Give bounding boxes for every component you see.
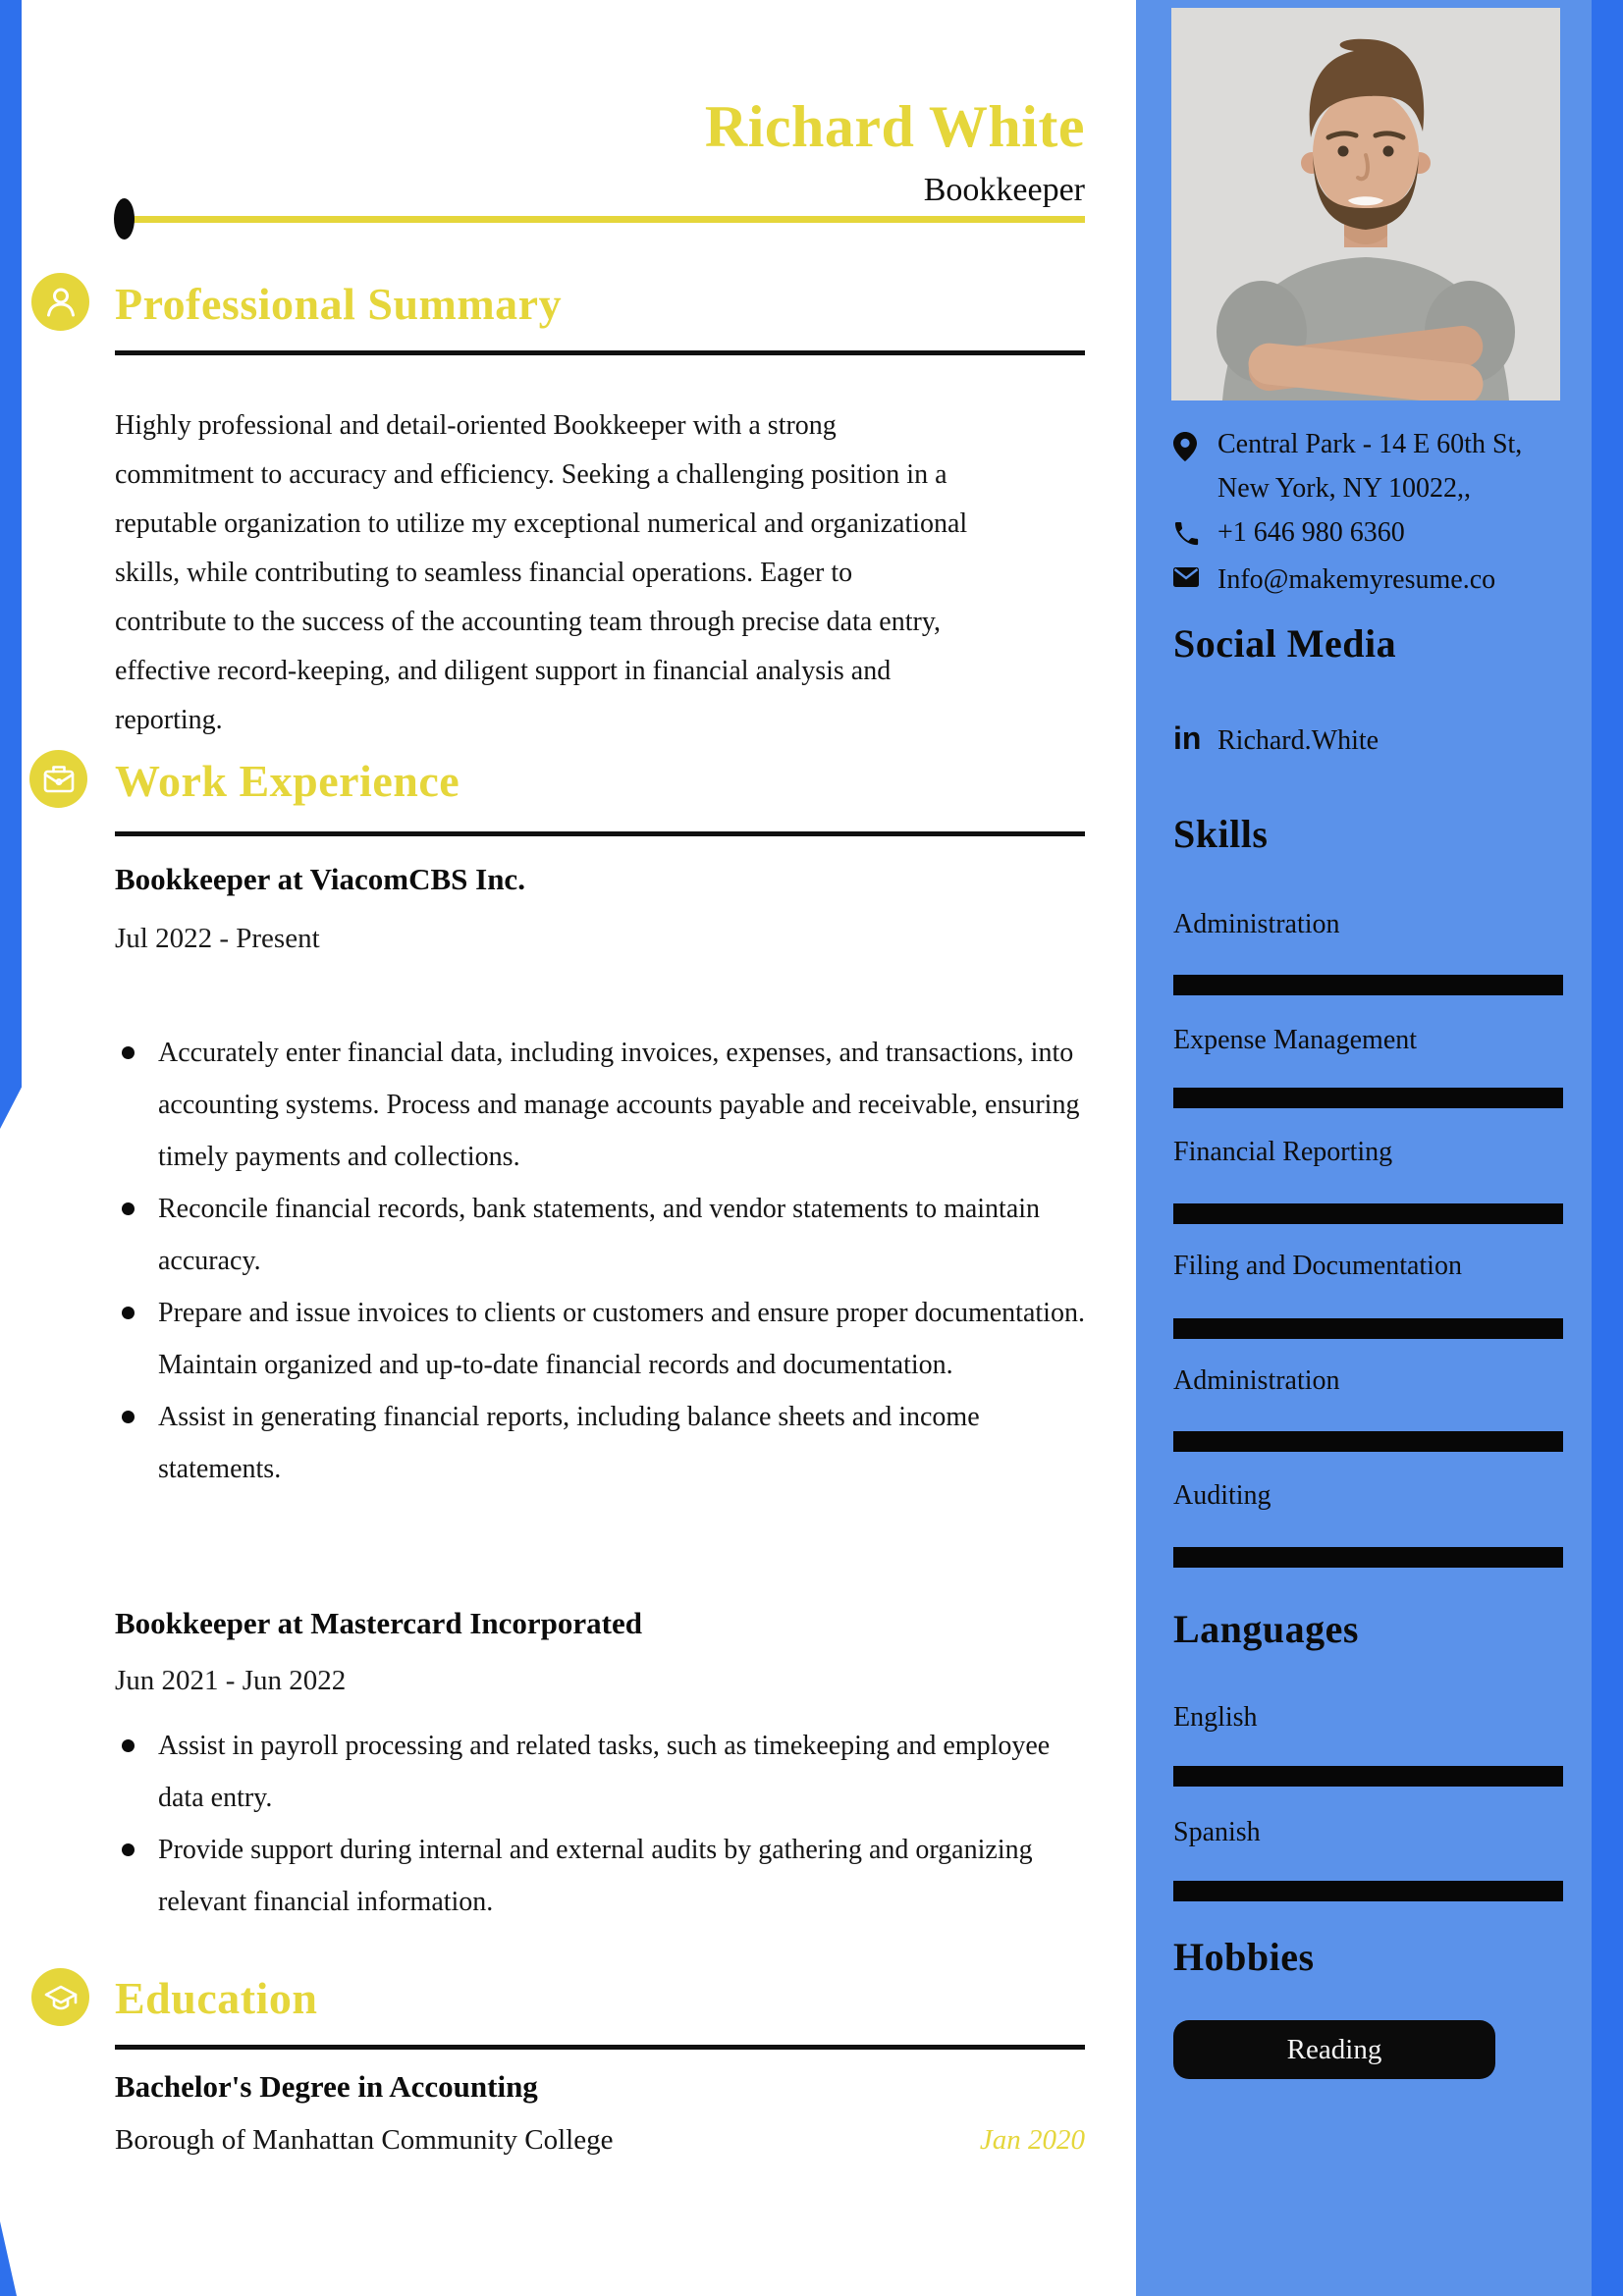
job-dates: Jun 2021 - Jun 2022	[115, 1665, 347, 1696]
skill-level-bar	[1173, 975, 1563, 995]
skill-level-bar	[1173, 1203, 1563, 1224]
job-bullet: Provide support during internal and external audits by gathering and organizing relevant financial information.	[115, 1824, 1097, 1928]
experience-section-badge	[29, 750, 87, 808]
summary-section-heading: Professional Summary	[115, 279, 563, 329]
education-date: Jan 2020	[979, 2124, 1085, 2156]
summary-section-badge	[31, 273, 89, 331]
skill-label: Expense Management	[1173, 1025, 1418, 1055]
skill-level-bar	[1173, 1088, 1563, 1108]
header-divider-dot	[114, 198, 135, 240]
mail-icon	[1173, 567, 1203, 597]
job-title: Bookkeeper at ViacomCBS Inc.	[115, 862, 525, 896]
spacer	[1173, 476, 1203, 506]
right-accent-stripe	[1592, 0, 1623, 2296]
skill-label: Auditing	[1173, 1480, 1271, 1511]
skill-level-bar	[1173, 1318, 1563, 1339]
skill-label: Administration	[1173, 1365, 1340, 1396]
contact-address-row2	[1173, 472, 1471, 506]
experience-section-rule	[115, 831, 1085, 836]
job-bullet-list	[115, 1720, 1097, 1928]
language-level-bar	[1173, 1881, 1563, 1901]
education-school: Borough of Manhattan Community College	[115, 2124, 614, 2156]
linkedin-handle[interactable]: Richard.White	[1217, 725, 1380, 756]
job-bullet: Assist in payroll processing and related tasks, such as timekeeping and employee data entry.	[115, 1720, 1097, 1824]
language-label: English	[1173, 1702, 1258, 1733]
profile-photo	[1171, 8, 1560, 400]
education-section-heading: Education	[115, 1973, 318, 2023]
header-divider-line	[126, 216, 1085, 223]
skills-heading: Skills	[1173, 812, 1269, 856]
contact-phone-row[interactable]	[1173, 516, 1405, 550]
bottom-left-accent-wedge	[0, 2221, 17, 2296]
skill-level-bar	[1173, 1431, 1563, 1452]
job-bullet: Reconcile financial records, bank statements, and vendor statements to maintain accuracy.	[115, 1183, 1097, 1287]
summary-section-rule	[115, 350, 1085, 355]
language-level-bar	[1173, 1766, 1563, 1787]
languages-heading: Languages	[1173, 1607, 1359, 1651]
contact-email-row[interactable]	[1173, 563, 1495, 597]
person-name: Richard White	[704, 94, 1085, 159]
contact-phone[interactable]: +1 646 980 6360	[1217, 517, 1405, 548]
experience-section-heading: Work Experience	[115, 756, 460, 806]
job-title: Bookkeeper at Mastercard Incorporated	[115, 1606, 642, 1640]
job-bullet: Accurately enter financial data, including invoices, expenses, and transactions, into accounting systems. Process and manage accounts payable and receivable, ensuring timely payments and collections.	[115, 1027, 1097, 1183]
linkedin-row[interactable]	[1173, 721, 1379, 757]
summary-text: Highly professional and detail-oriented Bookkeeper with a strong commitment to accuracy and efficiency. Seeking a challenging position in a reputable organization to utilize my exceptional numerical and organizational skills, while contributing to seamless financial operations. Eager to contribute to the success of the accounting team through precise data entry, effective record-keeping, and diligent support in financial analysis and reporting.	[115, 410, 968, 735]
sidebar	[1136, 0, 1623, 2296]
skill-level-bar	[1173, 1547, 1563, 1568]
education-degree: Bachelor's Degree in Accounting	[115, 2069, 538, 2104]
graduation-cap-icon	[40, 1977, 81, 2018]
job-bullet-list	[115, 1027, 1097, 1495]
briefcase-icon	[39, 760, 79, 799]
education-section-badge	[31, 1968, 89, 2026]
person-icon	[41, 283, 81, 322]
job-bullet: Assist in generating financial reports, including balance sheets and income statements.	[115, 1391, 1097, 1495]
skill-label: Filing and Documentation	[1173, 1251, 1462, 1281]
social-media-heading: Social Media	[1173, 621, 1397, 666]
contact-email[interactable]: Info@makemyresume.co	[1217, 564, 1496, 595]
hobby-label: Reading	[1286, 2033, 1382, 2065]
hobby-tag	[1173, 2020, 1495, 2079]
job-bullet: Prepare and issue invoices to clients or customers and ensure proper documentation. Maintain organized and up-to-date financial records and documentation.	[115, 1287, 1097, 1391]
phone-icon	[1173, 520, 1203, 550]
language-label: Spanish	[1173, 1817, 1261, 1847]
job-dates: Jul 2022 - Present	[115, 923, 320, 954]
skill-label: Financial Reporting	[1173, 1137, 1393, 1167]
contact-address-line1: Central Park - 14 E 60th St,	[1217, 429, 1523, 459]
education-section-rule	[115, 2045, 1085, 2050]
left-accent-stripe	[0, 0, 22, 1129]
skill-label: Administration	[1173, 909, 1340, 939]
education-detail-row	[115, 2124, 1085, 2157]
person-role: Bookkeeper	[923, 172, 1085, 208]
location-pin-icon	[1173, 432, 1203, 461]
linkedin-icon: in	[1173, 721, 1202, 756]
contact-address-row	[1173, 428, 1522, 461]
contact-address-line2: New York, NY 10022,,	[1217, 473, 1471, 504]
hobbies-heading: Hobbies	[1173, 1935, 1315, 1979]
